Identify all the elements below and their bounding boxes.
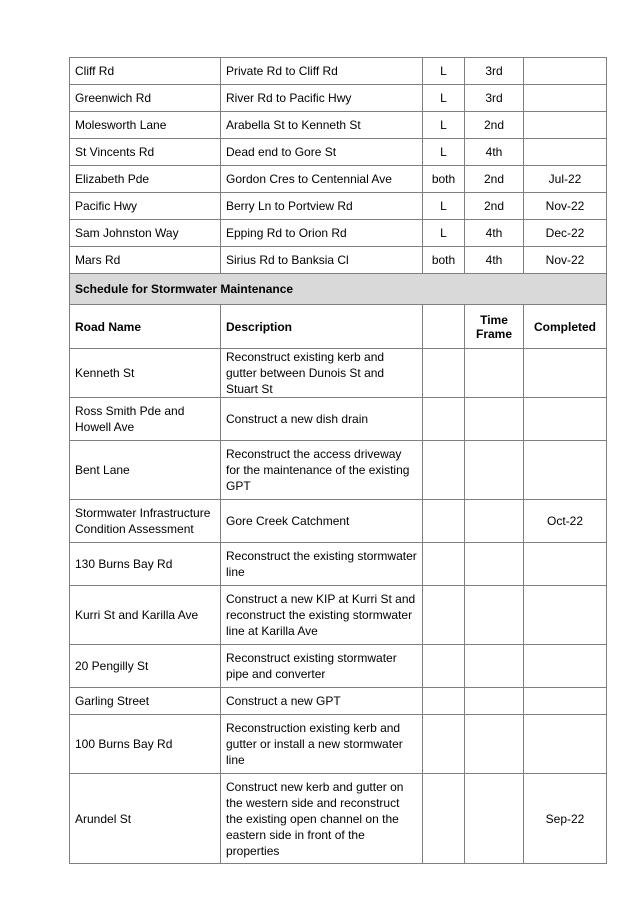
table-row (70, 500, 607, 543)
description-cell: Dead end to Gore St (221, 139, 423, 166)
description-cell: Construct a new GPT (221, 688, 423, 715)
table-row (70, 586, 607, 645)
table-row (70, 139, 607, 166)
time-frame-cell (465, 398, 524, 441)
extra-cell (423, 543, 465, 586)
description-cell: Gore Creek Catchment (221, 500, 423, 543)
completed-cell (524, 398, 607, 441)
extra-cell (423, 688, 465, 715)
road-name-cell: Pacific Hwy (70, 193, 221, 220)
road-name-cell: Elizabeth Pde (70, 166, 221, 193)
table-header-row (70, 305, 607, 349)
extra-cell (423, 645, 465, 688)
description-cell: Reconstruction existing kerb and gutter or install a new stormwater line (221, 715, 423, 774)
time-frame-cell (465, 715, 524, 774)
table-row (70, 85, 607, 112)
side-cell: both (423, 247, 465, 274)
table-row (70, 441, 607, 500)
time-frame-cell (465, 645, 524, 688)
side-cell: L (423, 193, 465, 220)
description-cell: Construct a new KIP at Kurri St and reconstruct the existing stormwater line at Karilla Ave (221, 586, 423, 645)
road-name-cell: Arundel St (70, 774, 221, 864)
table-row (70, 688, 607, 715)
completed-cell: Jul-22 (524, 166, 607, 193)
header-time-frame-line-2: Frame (475, 326, 513, 341)
side-cell: L (423, 85, 465, 112)
table-row (70, 247, 607, 274)
completed-cell: Sep-22 (524, 774, 607, 864)
extra-cell (423, 441, 465, 500)
description-cell: Sirius Rd to Banksia Cl (221, 247, 423, 274)
completed-cell (524, 688, 607, 715)
side-cell: L (423, 220, 465, 247)
table-row (70, 349, 607, 398)
road-name-cell: Mars Rd (70, 247, 221, 274)
header-blank (423, 305, 465, 349)
road-name-cell: Kenneth St (70, 349, 221, 398)
table-row (70, 774, 607, 864)
description-cell: Arabella St to Kenneth St (221, 112, 423, 139)
table-row (70, 645, 607, 688)
description-cell: Reconstruct existing stormwater pipe and converter (221, 645, 423, 688)
table-row (70, 715, 607, 774)
header-completed: Completed (524, 305, 607, 349)
time-frame-cell (465, 500, 524, 543)
time-frame-cell: 2nd (465, 112, 524, 139)
description-cell: Berry Ln to Portview Rd (221, 193, 423, 220)
time-frame-cell (465, 688, 524, 715)
time-frame-cell: 3rd (465, 85, 524, 112)
road-name-cell: Molesworth Lane (70, 112, 221, 139)
time-frame-cell (465, 349, 524, 398)
table-row (70, 112, 607, 139)
time-frame-cell: 4th (465, 247, 524, 274)
time-frame-cell (465, 543, 524, 586)
description-cell: River Rd to Pacific Hwy (221, 85, 423, 112)
completed-cell (524, 645, 607, 688)
completed-cell: Nov-22 (524, 193, 607, 220)
table-row (70, 193, 607, 220)
table-row (70, 398, 607, 441)
road-name-cell: 100 Burns Bay Rd (70, 715, 221, 774)
stormwater-section-title: Schedule for Stormwater Maintenance (70, 274, 607, 305)
extra-cell (423, 715, 465, 774)
description-cell: Gordon Cres to Centennial Ave (221, 166, 423, 193)
time-frame-cell (465, 441, 524, 500)
time-frame-cell (465, 774, 524, 864)
road-name-cell: 130 Burns Bay Rd (70, 543, 221, 586)
table-row (70, 543, 607, 586)
header-description: Description (221, 305, 423, 349)
section-heading-row (70, 274, 607, 305)
description-cell: Private Rd to Cliff Rd (221, 58, 423, 85)
extra-cell (423, 586, 465, 645)
time-frame-cell: 4th (465, 220, 524, 247)
road-name-cell: Bent Lane (70, 441, 221, 500)
side-cell: L (423, 58, 465, 85)
time-frame-cell: 2nd (465, 193, 524, 220)
side-cell: both (423, 166, 465, 193)
road-name-cell: Kurri St and Karilla Ave (70, 586, 221, 645)
extra-cell (423, 774, 465, 864)
completed-cell (524, 349, 607, 398)
extra-cell (423, 500, 465, 543)
table-row (70, 220, 607, 247)
description-cell: Reconstruct the access driveway for the maintenance of the existing GPT (221, 441, 423, 500)
road-name-cell: Garling Street (70, 688, 221, 715)
header-time-frame-line-1: Time (480, 312, 508, 327)
time-frame-cell: 2nd (465, 166, 524, 193)
table-row (70, 58, 607, 85)
description-cell: Construct a new dish drain (221, 398, 423, 441)
extra-cell (423, 349, 465, 398)
completed-cell (524, 715, 607, 774)
maintenance-schedule-table (69, 57, 607, 864)
road-name-cell: Sam Johnston Way (70, 220, 221, 247)
road-name-cell: 20 Pengilly St (70, 645, 221, 688)
completed-cell (524, 112, 607, 139)
description-cell: Epping Rd to Orion Rd (221, 220, 423, 247)
completed-cell (524, 85, 607, 112)
time-frame-cell: 3rd (465, 58, 524, 85)
table-row (70, 166, 607, 193)
road-name-cell: Ross Smith Pde and Howell Ave (70, 398, 221, 441)
completed-cell: Oct-22 (524, 500, 607, 543)
side-cell: L (423, 112, 465, 139)
completed-cell (524, 543, 607, 586)
completed-cell (524, 58, 607, 85)
completed-cell (524, 586, 607, 645)
description-cell: Reconstruct the existing stormwater line (221, 543, 423, 586)
completed-cell (524, 441, 607, 500)
road-name-cell: Stormwater Infrastructure Condition Assessment (70, 500, 221, 543)
completed-cell: Nov-22 (524, 247, 607, 274)
road-name-cell: St Vincents Rd (70, 139, 221, 166)
description-cell: Construct new kerb and gutter on the western side and reconstruct the existing open channel on the eastern side in front of the properties (221, 774, 423, 864)
header-time-frame (465, 305, 524, 349)
completed-cell: Dec-22 (524, 220, 607, 247)
time-frame-cell (465, 586, 524, 645)
header-road-name: Road Name (70, 305, 221, 349)
time-frame-cell: 4th (465, 139, 524, 166)
description-cell: Reconstruct existing kerb and gutter between Dunois St and Stuart St (221, 349, 423, 398)
road-name-cell: Greenwich Rd (70, 85, 221, 112)
extra-cell (423, 398, 465, 441)
side-cell: L (423, 139, 465, 166)
road-name-cell: Cliff Rd (70, 58, 221, 85)
completed-cell (524, 139, 607, 166)
